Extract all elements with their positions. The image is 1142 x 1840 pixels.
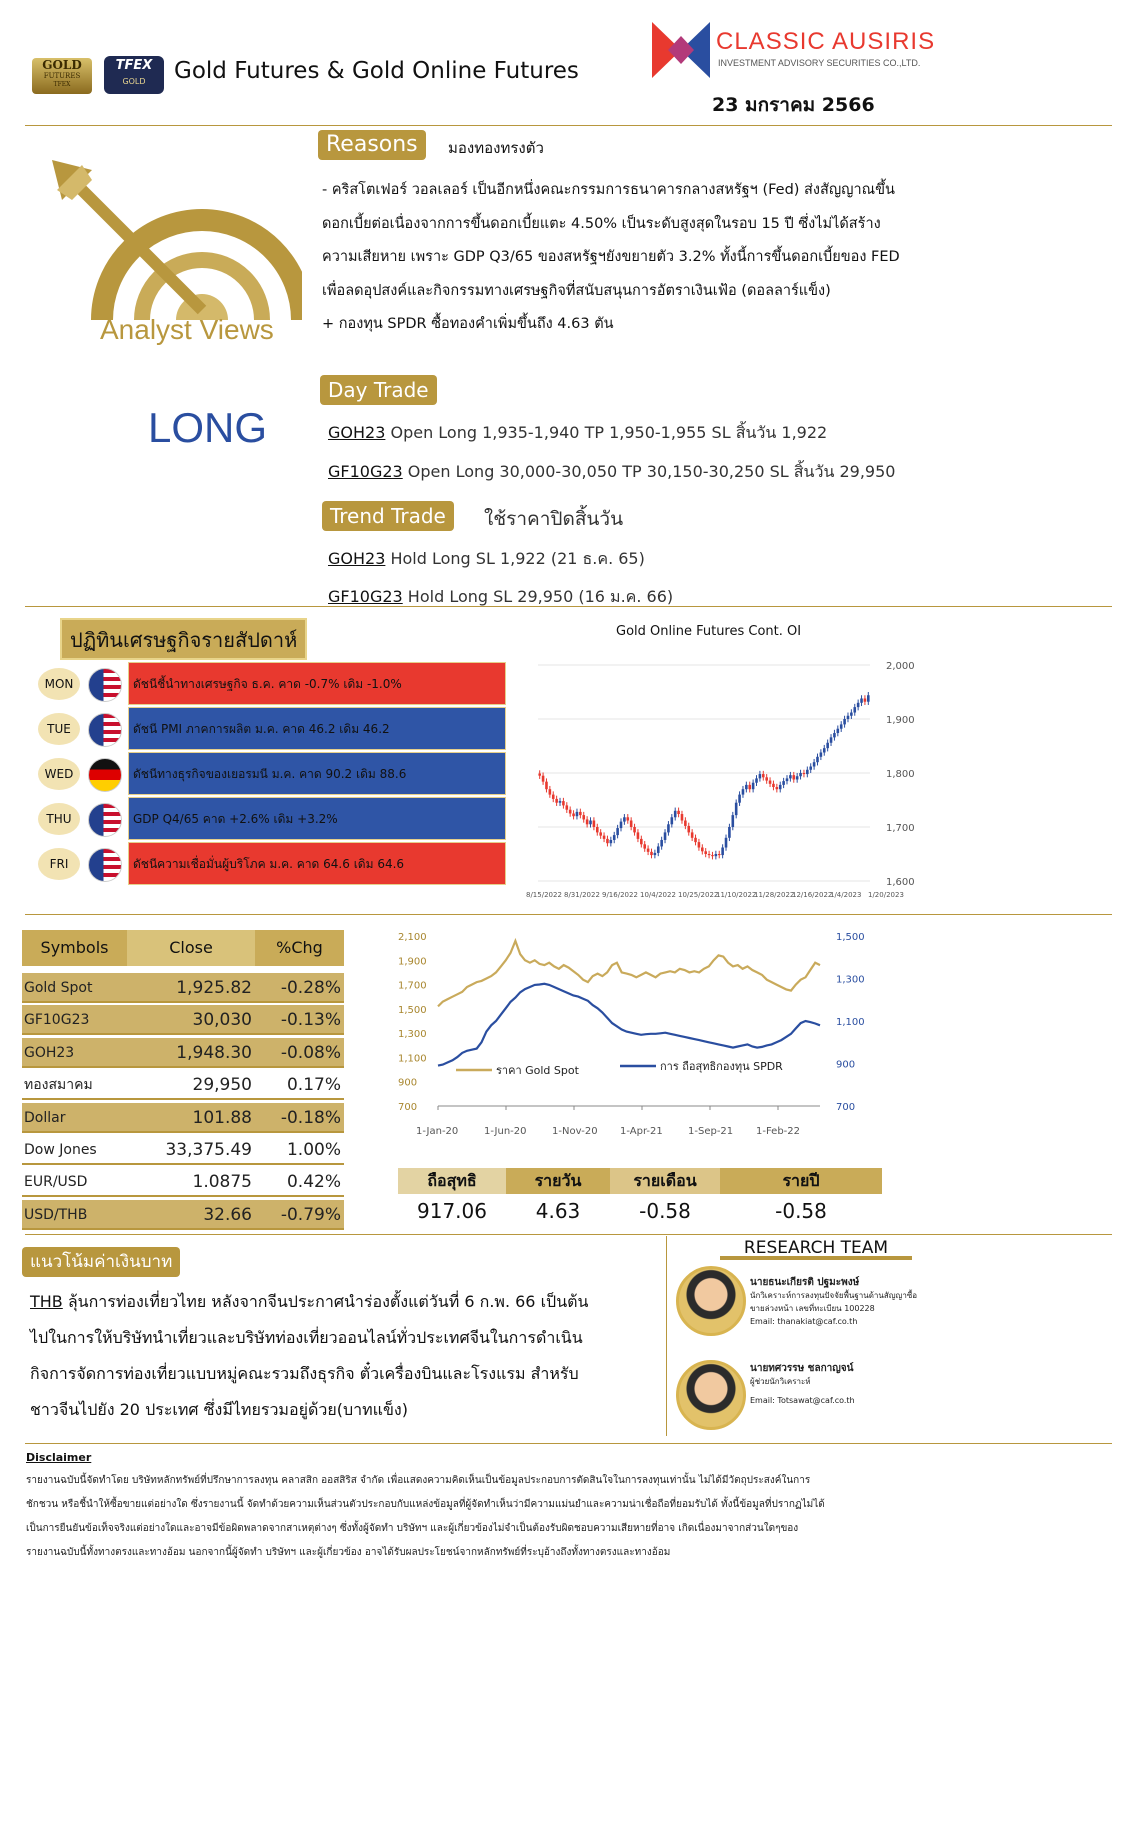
change-cell: 1.00% [286,1140,341,1160]
calendar-row [38,752,508,796]
spdr-value: 917.06 [417,1199,487,1223]
x-tick-label: 11/10/2022 [716,891,757,899]
candle [796,776,799,779]
candle [820,752,823,756]
table-row [22,1200,344,1230]
member-role: ผู้ช่วยนักวิเคราะห์ [750,1377,811,1386]
candle [745,785,748,789]
x-tick-label: 8/31/2022 [564,891,600,899]
candle [840,724,843,728]
candle [589,821,592,825]
candle [687,826,690,832]
tfex-gold-logo: TFEX GOLD [104,56,164,94]
avatar [676,1360,746,1430]
candle [562,801,565,805]
candle [643,844,646,848]
candle [698,842,701,847]
research-title: RESEARCH TEAM [720,1236,912,1260]
trend-trade-row: GOH23 Hold Long SL 1,922 (21 ธ.ค. 65) [328,549,645,568]
candle [715,854,718,856]
member-name: นายทศวรรษ ชลกาญจน์ [750,1363,854,1374]
candle [833,733,836,737]
candle [799,773,802,776]
candle [681,814,684,820]
symbol-cell: Dow Jones [24,1142,97,1158]
x-tick-label: 10/25/2022 [678,891,719,899]
candle [565,805,568,809]
thb-link[interactable]: THB [30,1292,63,1311]
y-tick-label: 1,700 [886,823,915,834]
candle [545,782,548,790]
reason-line: ความเสียหาย เพราะ GDP Q3/65 ของสหรัฐฯยังขยายตัว 3.2% ทั้งนี้การขึ้นดอกเบี้ยของ FED [322,249,900,265]
y-tick-label: 2,000 [886,661,915,672]
y-left-tick-label: 1,900 [398,956,427,968]
candle [623,817,626,821]
candle [684,821,687,826]
table-row [22,1167,344,1197]
trend-trade-note: ใช้ราคาปิดสิ้นวัน [484,508,624,530]
candle [569,810,572,814]
y-right-tick-label: 900 [836,1059,856,1071]
y-right-tick-label: 700 [836,1102,856,1113]
candle [599,832,602,835]
baht-body: THB ลุ้นการท่องเที่ยวไทย หลังจากจีนประกาศนำร่องตั้งแต่วันที่ 6 ก.พ. 66 เป็นต้น ไปในการให้บริษัทนำเที่ยวและบริษัทท่องเที่ยวออนไลน์ทั่วประเทศจีนในการดำเนิน กิจการจัดการท่องเที่ยวแบบหมู่คณะรวมถึงธุรกิจ ตั๋วเครื่องบินและโรงแรม สำหรับ ชาวจีนไปยัง 20 ประเทศ ซึ่งมีไทยรวมอยู่ด้วย(บาทแข็ง) [30,1284,588,1428]
candle [864,698,867,701]
x-tick-label: 10/4/2022 [640,891,676,899]
candle [830,737,833,742]
candle [803,773,806,774]
candle [813,762,816,766]
spdr-header: รายเดือน [610,1168,720,1194]
candle [613,835,616,840]
candle [850,713,853,716]
candle [782,781,785,785]
candle [735,803,738,815]
candle [572,814,575,817]
disclaimer-line: รายงานฉบับนี้ทั้งทางตรงและทางอ้อม นอกจากนี้ผู้จัดทำ บริษัทฯ และผู้เกี่ยวข้อง อาจได้รับผลประโยชน์จากหลักทรัพย์ที่ระบุอ้างถึงทั้งทางตรงและทางอ้อม [26,1547,671,1558]
candle [731,815,734,827]
reasons-subtitle: มองทองทรงตัว [448,139,544,157]
candle [637,832,640,838]
member-card [750,1362,855,1407]
y-right-tick-label: 1,500 [836,932,865,943]
symbol-link[interactable]: GOH23 [328,423,386,442]
symbol-cell: USD/THB [24,1206,88,1223]
candle [596,827,599,832]
oi-chart-title: Gold Online Futures Cont. OI [616,624,802,639]
column-header: Symbols [40,938,109,957]
candle [664,832,667,840]
candle [809,767,812,770]
x-tick-label: 12/16/2022 [792,891,833,899]
candle [769,781,772,784]
x-tick-label: 9/16/2022 [602,891,638,899]
candle [728,827,731,838]
table-row [22,1070,344,1100]
spdr-value: -0.58 [639,1199,691,1223]
y-tick-label: 1,900 [886,715,915,726]
candle [559,801,562,803]
column-header: %Chg [276,938,323,957]
symbol-cell: GF10G23 [24,1012,90,1029]
candle [674,811,677,817]
candle [857,703,860,707]
close-cell: 1,925.82 [176,978,252,998]
symbol-cell: Dollar [24,1109,66,1126]
candle [549,789,552,794]
reason-line: + กองทุน SPDR ซื้อทองคำเพิ่มขึ้นถึง 4.63 ตัน [322,316,614,332]
candle [606,839,609,843]
candle [610,840,613,843]
candle [837,729,840,733]
close-cell: 1,948.30 [176,1042,252,1063]
x-tick-label: 1/20/2023 [868,891,904,899]
change-cell: -0.28% [280,978,341,998]
legend-label: การ ถือสุทธิกองทุน SPDR [660,1060,783,1073]
change-cell: 0.17% [286,1075,341,1096]
change-cell: -0.79% [280,1204,341,1225]
baht-line: กิจการจัดการท่องเที่ยวแบบหมู่คณะรวมถึงธุรกิจ ตั๋วเครื่องบินและโรงแรม สำหรับ [30,1364,579,1383]
candle [843,719,846,724]
x-tick-label: 1-Sep-21 [688,1126,734,1137]
candle [742,789,745,794]
member-email[interactable]: Email: thanakiat@caf.co.th [750,1317,858,1326]
x-tick-label: 1-Nov-20 [552,1126,598,1137]
column-header: Close [127,930,255,966]
reasons-tag: Reasons [318,130,426,160]
y-left-tick-label: 700 [398,1102,418,1113]
report-title: Gold Futures & Gold Online Futures [174,58,579,84]
candle [582,815,585,819]
classic-ausiris-logo-icon [652,20,710,80]
candle [701,848,704,852]
candle [555,799,558,803]
candle [738,795,741,803]
symbol-cell: Gold Spot [24,980,93,996]
candle [626,817,629,820]
member-name: นายธนะเกียรติ ปฐมะพงษ์ [750,1277,860,1288]
candle [806,770,809,774]
y-tick-label: 1,800 [886,769,915,780]
candle [755,778,758,782]
candle [660,840,663,846]
day-badge: THU [38,803,80,835]
divider [25,1443,1112,1444]
candle [725,838,728,848]
germany-flag-icon [88,758,122,792]
us-flag-icon [88,713,122,747]
day-badge: FRI [38,848,80,880]
candle [694,838,697,842]
table-row [22,1005,344,1035]
calendar-row [38,662,508,706]
candle [762,774,765,777]
calendar-title: ปฏิทินเศรษฐกิจรายสัปดาห์ [60,618,307,660]
x-tick-label: 1-Jan-20 [416,1126,459,1137]
close-cell: 32.66 [203,1204,252,1225]
candle [708,854,711,855]
day-trade-row: GOH23 Open Long 1,935-1,940 TP 1,950-1,955 SL สิ้นวัน 1,922 [328,423,828,442]
brand-subtitle: INVESTMENT ADVISORY SECURITIES CO.,LTD. [718,58,921,68]
candle [691,832,694,837]
day-badge: TUE [38,713,80,745]
candle [603,836,606,839]
candle [721,848,724,856]
candle [704,851,707,854]
x-tick-label: 1/4/2023 [830,891,862,899]
y-left-tick-label: 900 [398,1077,418,1089]
symbol-link[interactable]: GOH23 [328,549,386,568]
candle [789,775,792,778]
member-email[interactable]: Email: Totsawat@caf.co.th [750,1396,855,1405]
close-cell: 33,375.49 [165,1140,252,1160]
target-arrow-icon [52,160,302,320]
symbol-cell: EUR/USD [24,1174,88,1191]
spdr-header: ถือสุทธิ [398,1168,506,1194]
trend-trade-row: GF10G23 Hold Long SL 29,950 (16 ม.ค. 66) [328,587,674,606]
candle [860,698,863,702]
analyst-views-caption: Analyst Views [100,314,274,345]
candle [654,853,657,855]
y-left-tick-label: 1,100 [398,1053,427,1065]
day-trade-row: GF10G23 Open Long 30,000-30,050 TP 30,150-30,250 SL สิ้นวัน 29,950 [328,462,896,481]
y-left-tick-label: 2,100 [398,932,427,943]
x-tick-label: 8/15/2022 [526,891,562,899]
stance-label: LONG [148,404,268,451]
vertical-divider [666,1236,667,1436]
candle [779,785,782,789]
reason-line: ดอกเบี้ยต่อเนื่องจากการขึ้นดอกเบี้ยแตะ 4.50% เป็นระดับสูงสุดในรอบ 15 ปี ซึ่งไม่ได้สร้าง [322,215,881,232]
candle [633,827,636,832]
symbol-cell: ทองสมาคม [24,1077,93,1094]
candle [586,819,589,824]
candle [552,795,555,799]
y-right-tick-label: 1,100 [836,1017,865,1028]
close-cell: 1.0875 [192,1172,252,1193]
member-role: นักวิเคราะห์การลงทุนปัจจัยพื้นฐานด้านสัญญาซื้อ [750,1291,918,1300]
candle [765,777,768,780]
candle [657,846,660,852]
day-badge: WED [38,758,80,790]
spdr-value: 4.63 [535,1199,581,1223]
candle [748,785,751,789]
oi-chart [520,645,920,905]
candle [579,812,582,815]
member-card [750,1276,917,1328]
divider [25,606,1112,607]
calendar-event: ดัชนีทางธุรกิจของเยอรมนี ม.ค. คาด 90.2 เดิม 88.6 [128,752,506,795]
disclaimer-title: Disclaimer [26,1451,92,1464]
change-cell: 0.42% [286,1172,341,1193]
reasons-body [322,174,900,342]
x-tick-label: 11/28/2022 [754,891,795,899]
disclaimer-line: รายงานฉบับนี้จัดทำโดย บริษัทหลักทรัพย์ที่ปรึกษาการลงทุน คลาสสิก ออสสิริส จำกัด เพื่อแสดงความคิดเห็นเป็นข้อมูลประกอบการตัดสินใจในการลงทุนเท่านั้น ไม่ได้มีวัตถุประสงค์ในการ [26,1475,811,1486]
candle [823,748,826,752]
symbol-cell: GOH23 [24,1044,75,1061]
reason-line: - คริสโตเฟอร์ วอลเลอร์ เป็นอีกหนึ่งคณะกรรมการธนาคารกลางสหรัฐฯ (Fed) ส่งสัญญาณขึ้น [322,182,895,198]
close-cell: 101.88 [192,1107,252,1128]
y-tick-label: 1,600 [886,877,915,888]
y-left-tick-label: 1,500 [398,1004,427,1016]
divider [25,914,1112,915]
table-row [22,1103,344,1133]
report-date: 23 มกราคม 2566 [712,94,875,116]
calendar-event: ดัชนีความเชื่อมั่นผู้บริโภค ม.ค. คาด 64.6 เดิม 64.6 [128,842,506,885]
us-flag-icon [88,848,122,882]
baht-line: ชาวจีนไปยัง 20 ประเทศ ซึ่งมีไทยรวมอยู่ด้วย(บาทแข็ง) [30,1400,408,1419]
x-tick-label: 1-Feb-22 [756,1126,801,1137]
disclaimer-line: เป็นการยืนยันข้อเท็จจริงแต่อย่างใดและอาจมีข้อผิดพลาดจากสาเหตุต่างๆ ซึ่งทั้งผู้จัดทำ บริษัทฯ และผู้เกี่ยวข้องไม่จำเป็นต้องรับผิดชอบความเสียหายที่อาจ เกิดเนื่องมาจากส่วนใดๆของ [26,1523,799,1534]
candle [786,778,789,781]
day-badge: MON [38,668,80,700]
calendar-row [38,707,508,751]
divider [25,125,1112,126]
candle [667,824,670,832]
candle [847,716,850,719]
series-line [438,984,820,1066]
spdr-header: รายปี [720,1168,882,1194]
candle [640,839,643,844]
calendar-event: GDP Q4/65 คาด +2.6% เดิม +3.2% [128,797,506,840]
legend-label: ราคา Gold Spot [496,1064,579,1077]
calendar-row [38,842,508,886]
change-cell: -0.08% [280,1042,341,1063]
candle [711,855,714,856]
calendar-event: ดัชนีชี้นำทางเศรษฐกิจ ธ.ค. คาด -0.7% เดิม -1.0% [128,662,506,705]
baht-line: ไปในการให้บริษัทนำเที่ยวและบริษัทท่องเที่ยวออนไลน์ทั่วประเทศจีนในการดำเนิน [30,1328,583,1347]
candle [620,822,623,828]
gold-spdr-chart [388,924,878,1144]
brand-name: CLASSIC AUSIRIS [716,28,936,55]
x-tick-label: 1-Apr-21 [620,1126,663,1137]
symbol-link[interactable]: GF10G23 [328,587,403,606]
symbol-link[interactable]: GF10G23 [328,462,403,481]
reason-line: เพื่อลดอุปสงค์และกิจกรรมทางเศรษฐกิจที่สนับสนุนการอัตราเงินเฟ้อ (ดอลลาร์แข็ง) [322,282,831,299]
us-flag-icon [88,803,122,837]
close-cell: 29,950 [192,1075,252,1096]
y-left-tick-label: 1,700 [398,980,427,992]
change-cell: -0.13% [280,1010,341,1031]
table-row [22,973,344,1003]
member-role: ขายล่วงหน้า เลขที่ทะเบียน 100228 [750,1304,875,1313]
candle [576,812,579,816]
us-flag-icon [88,668,122,702]
table-header [22,930,344,966]
baht-tag: แนวโน้มค่าเงินบาท [22,1247,180,1277]
candle [792,775,795,779]
candle [593,821,596,827]
day-trade-tag: Day Trade [320,375,437,405]
calendar-event: ดัชนี PMI ภาคการผลิต ม.ค. คาด 46.2 เดิม 46.2 [128,707,506,750]
candle [542,776,545,782]
candle [826,743,829,748]
candle [718,854,721,855]
spdr-value: -0.58 [775,1199,827,1223]
candle [538,774,541,776]
candle [671,817,674,824]
candle [677,811,680,814]
candle [776,787,779,789]
candle [630,821,633,827]
candle [816,757,819,762]
x-tick-label: 1-Jun-20 [484,1126,527,1137]
candle [752,783,755,789]
divider [25,1234,1112,1235]
trend-trade-tag: Trend Trade [322,501,454,531]
candle [647,849,650,852]
series-line [438,941,820,1007]
candle [650,852,653,855]
candle [867,695,870,701]
candle [772,784,775,787]
disclaimer-body [26,1469,910,1565]
table-row [22,1135,344,1165]
avatar [676,1266,746,1336]
candle [759,774,762,778]
gold-futures-logo: GOLD FUTURES TFEX [32,58,92,94]
candle [616,828,619,835]
close-cell: 30,030 [192,1010,252,1031]
disclaimer-line: ชักชวน หรือชี้นำให้ซื้อขายแต่อย่างใด ซึ่งรายงานนี้ จัดทำด้วยความเห็นส่วนตัวประกอบกับแหล่งข้อมูลที่ผู้จัดทำเห็นว่ามีความแม่นยำและความน่าเชื่อถือที่ยอมรับได้ ทั้งนี้ข้อมูลที่ปรากฏไม่ได้ [26,1499,825,1510]
y-left-tick-label: 1,300 [398,1029,427,1041]
table-row [22,1038,344,1068]
candle [853,707,856,712]
spdr-header: รายวัน [506,1168,610,1194]
calendar-row [38,797,508,841]
y-right-tick-label: 1,300 [836,974,865,986]
change-cell: -0.18% [280,1107,341,1128]
